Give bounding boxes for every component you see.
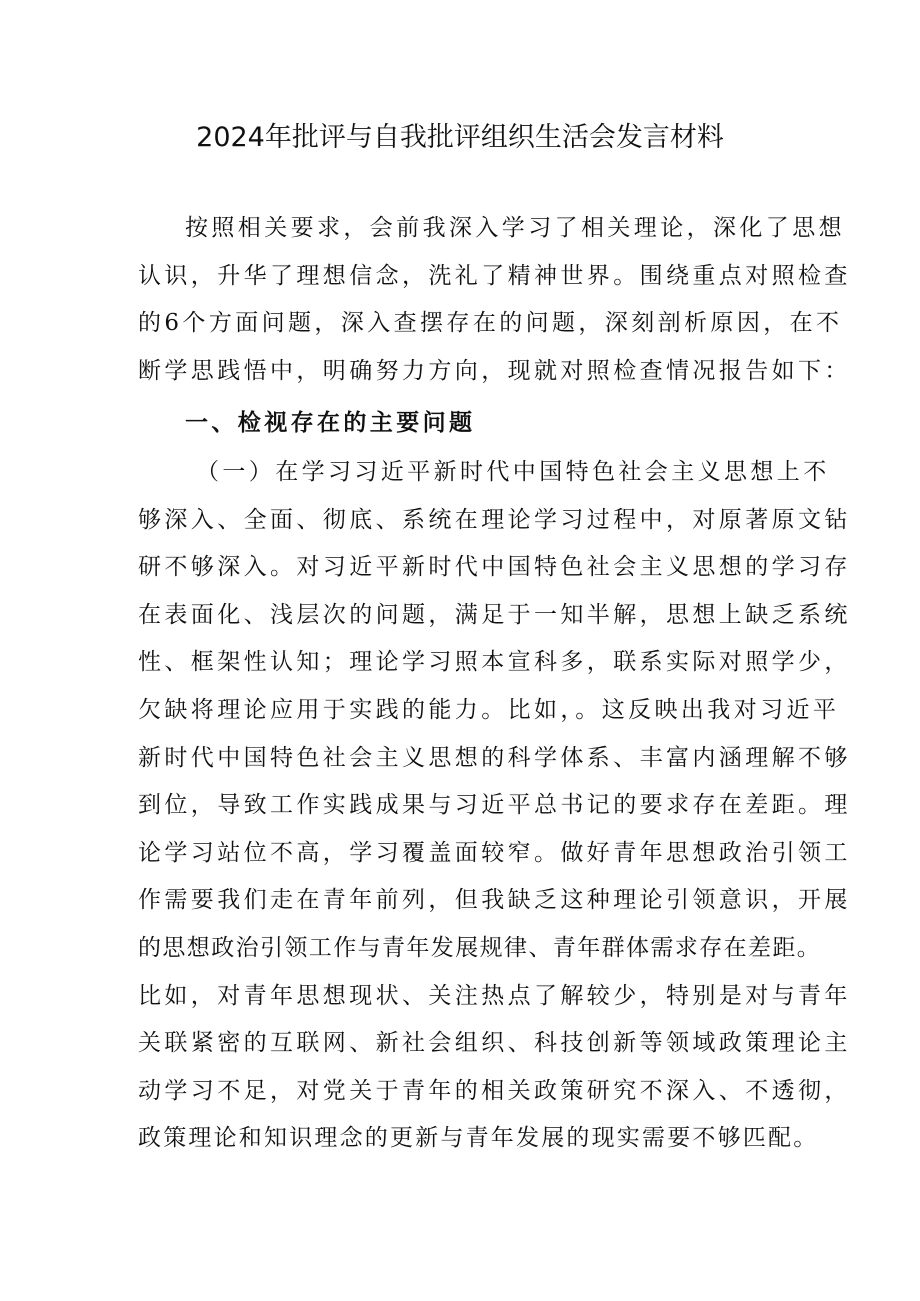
body-line: 关联紧密的互联网、新社会组织、科技创新等领域政策理论主 <box>138 1030 851 1057</box>
body-line: 作需要我们走在青年前列，但我缺乏这种理论引领意识，开展 <box>138 887 851 914</box>
section-heading-block <box>138 400 818 448</box>
body-line: （一）在学习习近平新时代中国特色社会主义思想上不 <box>196 459 830 485</box>
body-line: 论学习站位不高，学习覆盖面较窄。做好青年思想政治引领工 <box>138 839 851 866</box>
body-line: 在表面化、浅层次的问题，满足于一知半解，思想上缺乏系统 <box>138 601 851 628</box>
body-line: 新时代中国特色社会主义思想的科学体系、丰富内涵理解不够 <box>138 744 851 771</box>
body-line: 研不够深入。对习近平新时代中国特色社会主义思想的学习存 <box>138 554 851 581</box>
intro-paragraph <box>138 205 851 395</box>
intro-line: 认识，升华了理想信念，洗礼了精神世界。围绕重点对照检查 <box>138 262 851 289</box>
body-line: 欠缺将理论应用于实践的能力。比如，。这反映出我对习近平 <box>138 696 840 723</box>
body-paragraph <box>138 449 851 1163</box>
body-line: 到位，导致工作实践成果与习近平总书记的要求存在差距。理 <box>138 792 851 819</box>
section-heading: 一、检视存在的主要问题 <box>185 410 476 436</box>
intro-line: 断学思践悟中，明确努力方向，现就对照检查情况报告如下： <box>138 357 851 384</box>
body-line: 动学习不足，对党关于青年的相关政策研究不深入、不透彻， <box>138 1077 851 1104</box>
body-line: 性、框架性认知；理论学习照本宣科多，联系实际对照学少， <box>138 649 851 676</box>
intro-line: 的6个方面问题，深入查摆存在的问题，深刻剖析原因，在不 <box>138 310 843 337</box>
body-line: 政策理论和知识理念的更新与青年发展的现实需要不够匹配。 <box>138 1125 819 1152</box>
body-line: 的思想政治引领工作与青年发展规律、青年群体需求存在差距。 <box>138 934 822 961</box>
body-line: 够深入、全面、彻底、系统在理论学习过程中，对原著原文钻 <box>138 506 851 533</box>
body-line: 比如，对青年思想现状、关注热点了解较少，特别是对与青年 <box>138 982 851 1009</box>
intro-line: 按照相关要求，会前我深入学习了相关理论，深化了思想 <box>185 215 845 241</box>
document-title: 2024年批评与自我批评组织生活会发言材料 <box>196 122 724 153</box>
